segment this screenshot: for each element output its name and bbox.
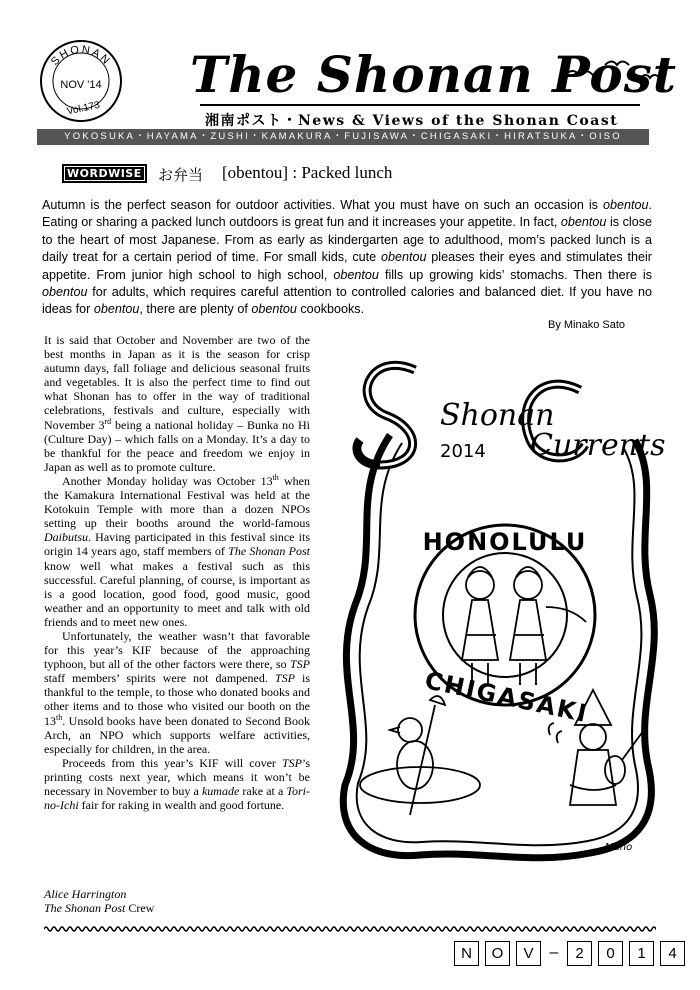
date-box: 1 bbox=[629, 941, 654, 966]
wordwise-badge: WORDWISE bbox=[62, 164, 147, 183]
article-text-run: Another Monday holiday was October 13 bbox=[62, 473, 273, 488]
article-text-run: The Shonan Post bbox=[228, 544, 310, 559]
wordwise-term: obentou bbox=[602, 198, 649, 212]
article-text-run: rake at a bbox=[239, 784, 287, 798]
shonan-currents-illustration bbox=[330, 345, 670, 870]
article-text-run: being a national holiday – Bunka no Hi (Culture Day) – which falls on a Monday. It’s a day to be thankful for the peace and freedom we enjoy in Japan as well as to promote culture. bbox=[44, 417, 310, 474]
article-body bbox=[44, 333, 310, 812]
illustration-bottom-text: CHIGASAKI bbox=[422, 666, 591, 729]
wordwise-text-run: , there are plenty of bbox=[139, 302, 252, 317]
date-box: 4 bbox=[660, 941, 685, 966]
article-paragraph bbox=[44, 629, 310, 756]
illustration-top-text: HONOLULU bbox=[422, 528, 588, 556]
newspaper-subtitle: 湘南ポスト・News & Views of the Shonan Coast bbox=[205, 113, 619, 129]
date-box: O bbox=[485, 941, 510, 966]
date-box: N bbox=[454, 941, 479, 966]
date-dash: – bbox=[549, 944, 559, 961]
stamp-top-text: SHONAN bbox=[48, 43, 114, 68]
wordwise-text-run: . Eating or sharing a packed lunch outdoors is great fun and it increases your appetite. In fact, bbox=[42, 198, 652, 230]
article-text-run: when the Kamakura International Festival was held at the Kotokuin Temple with more than a dozen NPOs setting up their booths around the world-famous bbox=[44, 473, 310, 531]
article-paragraph bbox=[44, 333, 310, 474]
article-text-run: know well what makes a festival such as this successful. Careful planning, of course, is important as is a good location, good food, good music, good weather and an opportunity to meet and talk with old friends and to meet new ones. bbox=[44, 558, 310, 629]
article-text-run: TSP bbox=[281, 755, 302, 770]
illustration-title-left: Shonan bbox=[440, 398, 555, 433]
article-text-run: TSP bbox=[289, 657, 310, 672]
wordwise-term: obentou bbox=[333, 267, 379, 282]
wordwise-text-run: pleases their eyes and stimulates their appetite. From junior high school to high school, bbox=[42, 250, 652, 282]
artist-signature: Maho bbox=[605, 842, 633, 853]
article-text-run: Tori-no-Ichi bbox=[44, 784, 310, 813]
title-underline bbox=[200, 104, 640, 106]
article-text-run: fair for raking in wealth and good fortune. bbox=[78, 798, 285, 813]
crew-publication: The Shonan Post bbox=[44, 901, 126, 915]
byline: By Minako Sato bbox=[548, 319, 626, 331]
article-text-run: TSP bbox=[274, 671, 295, 686]
word-english: [obentou] : Packed lunch bbox=[222, 163, 393, 182]
article-text-run: ’s printing costs next year, which means it won’t be necessary in November to buy a bbox=[44, 755, 310, 798]
stamp-volume: Vol.173 bbox=[66, 99, 101, 118]
issue-date-boxes bbox=[454, 941, 685, 966]
article-text-run: is thankful to the temple, to those who donated books and other items and to those who visited our booth on the 13 bbox=[44, 671, 310, 728]
wordwise-text bbox=[42, 197, 652, 319]
seagulls-icon bbox=[560, 50, 670, 95]
wordwise-term: obentou bbox=[93, 302, 140, 317]
article-text-run: Daibutsu bbox=[44, 530, 89, 545]
article-text-run: It is said that October and November are two of the best months in Japan as it is the season for crisp autumn days, fall foliage and delicious seasonal fruits and vegetables. It is also the perfect time to find out what Shonan has to offer in the way of traditional celebrations, festivals and culture, especially with November 3 bbox=[44, 333, 310, 432]
wordwise-term: obentou bbox=[42, 285, 88, 300]
article-text-run: staff members’ spirits were not dampened. bbox=[44, 671, 275, 686]
author-name: Alice Harrington bbox=[44, 887, 127, 901]
wordwise-term: obentou bbox=[251, 302, 297, 317]
wordwise-text-run: fills up growing kids’ stomachs. Then there is bbox=[378, 267, 653, 282]
stamp-date: NOV '14 bbox=[60, 79, 102, 91]
article-text-run: rd bbox=[104, 416, 112, 426]
article-text-run: kumade bbox=[201, 784, 240, 798]
postmark-stamp bbox=[38, 38, 124, 124]
crew-label: Crew bbox=[125, 901, 155, 915]
article-paragraph bbox=[44, 474, 310, 629]
footer-wave-divider bbox=[44, 924, 656, 934]
article-text-run: th bbox=[272, 472, 279, 482]
article-text-run: . Having participated in this festival since its origin 14 years ago, staff members of bbox=[44, 530, 310, 559]
article-text-run: th bbox=[56, 712, 63, 722]
article-text-run: . Unsold books have been donated to Second Book Arch, an NPO which supports welfare activities, especially for children, in the area. bbox=[44, 713, 310, 756]
date-box: V bbox=[516, 941, 541, 966]
wordwise-text-run: for adults, which requires careful attention to controlled calories and balanced diet. If you have no ideas for bbox=[42, 285, 652, 317]
date-box: 2 bbox=[567, 941, 592, 966]
article-text-run: Proceeds from this year’s KIF will cover bbox=[62, 755, 282, 770]
article-text-run: Unfortunately, the weather wasn’t that favorable for this year’s KIF because of the approaching typhoon, but all of the other factors were there, so bbox=[44, 628, 310, 672]
hula-dancers-drawing bbox=[462, 567, 586, 685]
cities-bar: YOKOSUKA・HAYAMA・ZUSHI・KAMAKURA・FUJISAWA・CHIGASAKI・HIRATSUKA・OISO bbox=[37, 129, 649, 145]
newspaper-title: The Shonan Post bbox=[190, 45, 677, 104]
article-paragraph bbox=[44, 756, 310, 812]
wordwise-text-run: is close to the heart of most Japanese. From as early as kindergarten age to adulthood, mom’s packed lunch is a daily treat for a certain period of time. For small kids, cute bbox=[42, 215, 652, 265]
wordwise-text-run: cookbooks. bbox=[296, 302, 365, 317]
wordwise-term: obentou bbox=[560, 215, 607, 230]
wordwise-text-run: Autumn is the perfect season for outdoor activities. What you must have on such an occasion is bbox=[42, 198, 603, 212]
word-japanese: お弁当 bbox=[158, 166, 204, 184]
wordwise-term: obentou bbox=[380, 250, 427, 265]
date-box: 0 bbox=[598, 941, 623, 966]
bird-with-surfboard-drawing bbox=[360, 696, 480, 815]
article-signature bbox=[44, 887, 154, 915]
illustration-year: 2014 bbox=[440, 441, 486, 462]
illustration-title-right: Currents bbox=[530, 428, 666, 463]
